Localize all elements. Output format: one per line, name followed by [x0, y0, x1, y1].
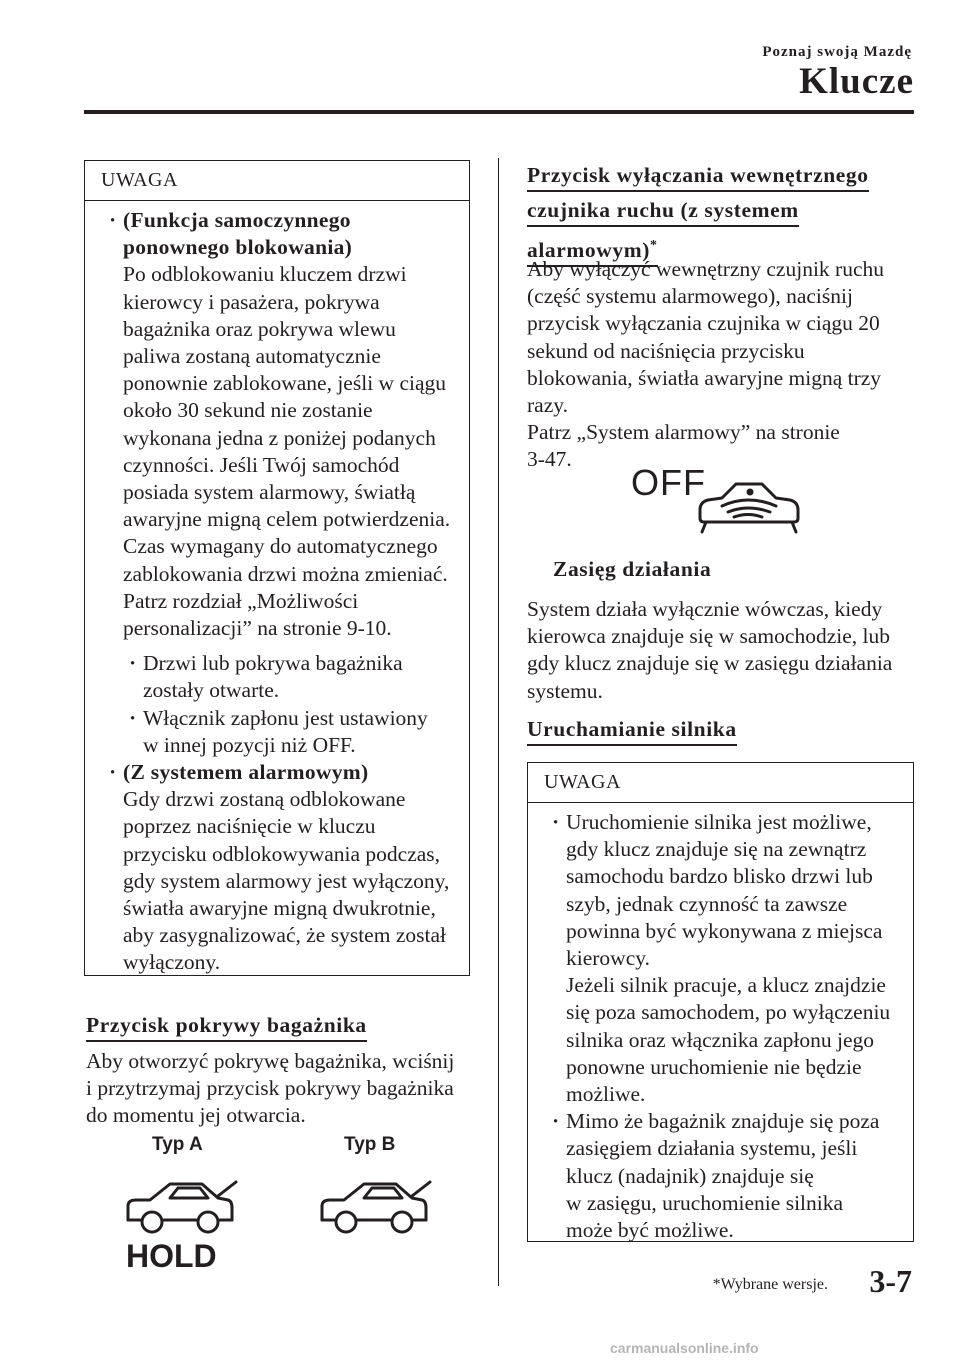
- bullet-item: · Mimo że bagażnik znajduje się poza: [540, 1108, 901, 1135]
- text-line: zasięgiem działania systemu, jeśli: [566, 1136, 858, 1161]
- text-line: przycisk wyłączania czujnika w ciągu 20: [527, 311, 880, 336]
- text-line: bagażnika oraz pokrywa wlewu: [123, 316, 396, 341]
- range-heading: Zasięg działania: [553, 557, 712, 581]
- alarm-text: [97, 786, 457, 976]
- note-box-auto-relock: [84, 160, 470, 976]
- text-line: kierowca znajduje się w samochodzie, lub: [527, 624, 890, 649]
- text-line: Aby otworzyć pokrywę bagażnika, wciśnij: [86, 1049, 455, 1073]
- sub-bullet-cont: zostały otwarte.: [143, 678, 280, 703]
- text-line: czynności. Jeśli Twój samochód: [123, 452, 400, 477]
- text-line: klucz (nadajnik) znajduje się: [566, 1163, 814, 1188]
- text-line: razy.: [527, 393, 568, 418]
- text-line: silnika oraz włącznika zapłonu jego: [566, 1027, 875, 1052]
- text-line: Patrz „System alarmowy” na stronie: [527, 420, 840, 445]
- text-line: się poza samochodem, po wyłączeniu: [566, 1000, 891, 1025]
- heading-line-text: alarmowym): [527, 238, 651, 263]
- text-line: szyb, jednak czynność ta zawsze: [566, 891, 848, 916]
- header-rule: [84, 110, 914, 114]
- text-line: awaryjne migną celem potwierdzenia.: [123, 507, 451, 532]
- page-number: 3-7: [869, 1263, 912, 1299]
- text-line: personalizacji” na stronie 9-10.: [123, 616, 392, 641]
- note-heading: UWAGA: [528, 763, 913, 803]
- text-line: gdy klucz znajduje się w zasięgu działania: [527, 651, 893, 676]
- type-a-label: Typ A: [152, 1134, 203, 1155]
- text-line: możliwe.: [566, 1082, 646, 1107]
- text-line: Patrz rozdział „Możliwości: [123, 588, 359, 613]
- text-line: sekund od naciśnięcia przycisku: [527, 338, 805, 363]
- text-line: gdy system alarmowy jest wyłączony,: [123, 868, 450, 893]
- text-line: w zasięgu, uruchomienie silnika: [566, 1190, 844, 1215]
- auto-relock-text: [97, 261, 457, 642]
- text-line: około 30 sekund nie zostanie: [123, 398, 373, 423]
- asterisk: *: [650, 238, 658, 253]
- text-line: samochodu bardzo blisko drzwi lub: [566, 864, 873, 889]
- text-line: Gdy drzwi zostaną odblokowane: [123, 787, 406, 812]
- hold-label: HOLD: [126, 1238, 217, 1274]
- text-line: kierowcy i pasażera, pokrywa: [123, 289, 380, 314]
- footer-note: *Wybrane wersje.: [712, 1276, 828, 1293]
- text-line: Po odblokowaniu kluczem drzwi: [123, 262, 407, 287]
- note-heading: UWAGA: [85, 161, 469, 201]
- text-line: Jeżeli silnik pracuje, a klucz znajdzie: [566, 973, 886, 998]
- text-line: zablokowania drzwi można zmieniać.: [123, 561, 448, 586]
- note-box-engine-start: [527, 762, 914, 1242]
- text-line: blokowania, światła awaryjne migną trzy: [527, 365, 882, 390]
- text-line: wykonana jedna z poniżej podanych: [123, 425, 436, 450]
- trunk-text: [86, 1048, 486, 1130]
- trunk-car-icon-type-a: [118, 1170, 242, 1244]
- bullet-title: · (Funkcja samoczynnego: [97, 207, 457, 234]
- text-line: może być możliwe.: [566, 1218, 734, 1243]
- bullet-item: · Uruchomienie silnika jest możliwe,: [540, 809, 901, 836]
- sensor-text: [527, 256, 927, 474]
- engine-heading: [527, 716, 737, 746]
- text-line: paliwa zostaną automatycznie: [123, 344, 381, 369]
- sub-bullet: · Włącznik zapłonu jest ustawiony: [97, 705, 457, 732]
- text-line: System działa wyłącznie wówczas, kiedy: [527, 597, 883, 621]
- bullet-cont: [540, 1135, 901, 1244]
- text-line: ponowne uruchomienie nie będzie: [566, 1054, 862, 1079]
- type-b-label: Typ B: [344, 1134, 396, 1155]
- text-line: do momentu jej otwarcia.: [86, 1103, 306, 1128]
- bullet-cont: [540, 836, 901, 1108]
- watermark: carmanualsonline.info: [610, 1340, 759, 1356]
- text-line: powinna być wykonywana z miejsca: [566, 918, 883, 943]
- text-line: posiada system alarmowy, światłą: [123, 480, 416, 505]
- note-body: [528, 803, 913, 1254]
- text-line: aby zasygnalizować, że system został: [123, 923, 446, 948]
- heading-line: czujnika ruchu (z systemem: [527, 197, 799, 227]
- chapter-label: Poznaj swoją Mazdę: [762, 44, 912, 60]
- off-label: OFF: [631, 462, 706, 503]
- heading-line: Przycisk wyłączania wewnętrznego: [527, 162, 869, 192]
- trunk-car-icon-type-b: [312, 1170, 436, 1244]
- text-line: i przytrzymaj przycisk pokrywy bagażnika: [86, 1076, 454, 1101]
- sub-bullet-cont: w innej pozycji niż OFF.: [143, 732, 356, 757]
- intrusion-sensor-car-icon: [692, 474, 804, 540]
- text-line: Aby wyłączyć wewnętrzny czujnik ruchu: [527, 257, 884, 281]
- text-line: Czas wymagany do automatycznego: [123, 534, 438, 559]
- note-body: [85, 201, 469, 987]
- text-line: systemu.: [527, 678, 603, 703]
- text-line: (część systemu alarmowego), naciśnij: [527, 284, 853, 309]
- column-divider: [498, 158, 499, 1286]
- text-line: przycisku odblokowywania podczas,: [123, 841, 441, 866]
- text-line: gdy klucz znajduje się na zewnątrz: [566, 837, 867, 862]
- text-line: światła awaryjne migną dwukrotnie,: [123, 896, 436, 921]
- sub-bullet: · Drzwi lub pokrywa bagażnika: [97, 650, 457, 677]
- text-line: poprzez naciśnięcie w kluczu: [123, 814, 376, 839]
- text-line: kierowcy.: [566, 946, 650, 971]
- bullet-title-cont: ponownego blokowania): [123, 235, 353, 260]
- range-text: [527, 596, 927, 705]
- trunk-heading: [86, 1012, 367, 1042]
- text-line: wyłączony.: [123, 950, 221, 975]
- sensor-heading: [527, 162, 927, 267]
- engine-heading-text: Uruchamianie silnika: [527, 716, 737, 746]
- trunk-heading-text: Przycisk pokrywy bagażnika: [86, 1012, 367, 1042]
- text-line: ponownie zablokowane, jeśli w ciągu: [123, 371, 447, 396]
- text-line: 3-47.: [527, 447, 572, 472]
- bullet-title: · (Z systemem alarmowym): [97, 759, 457, 786]
- section-title: Klucze: [799, 61, 914, 102]
